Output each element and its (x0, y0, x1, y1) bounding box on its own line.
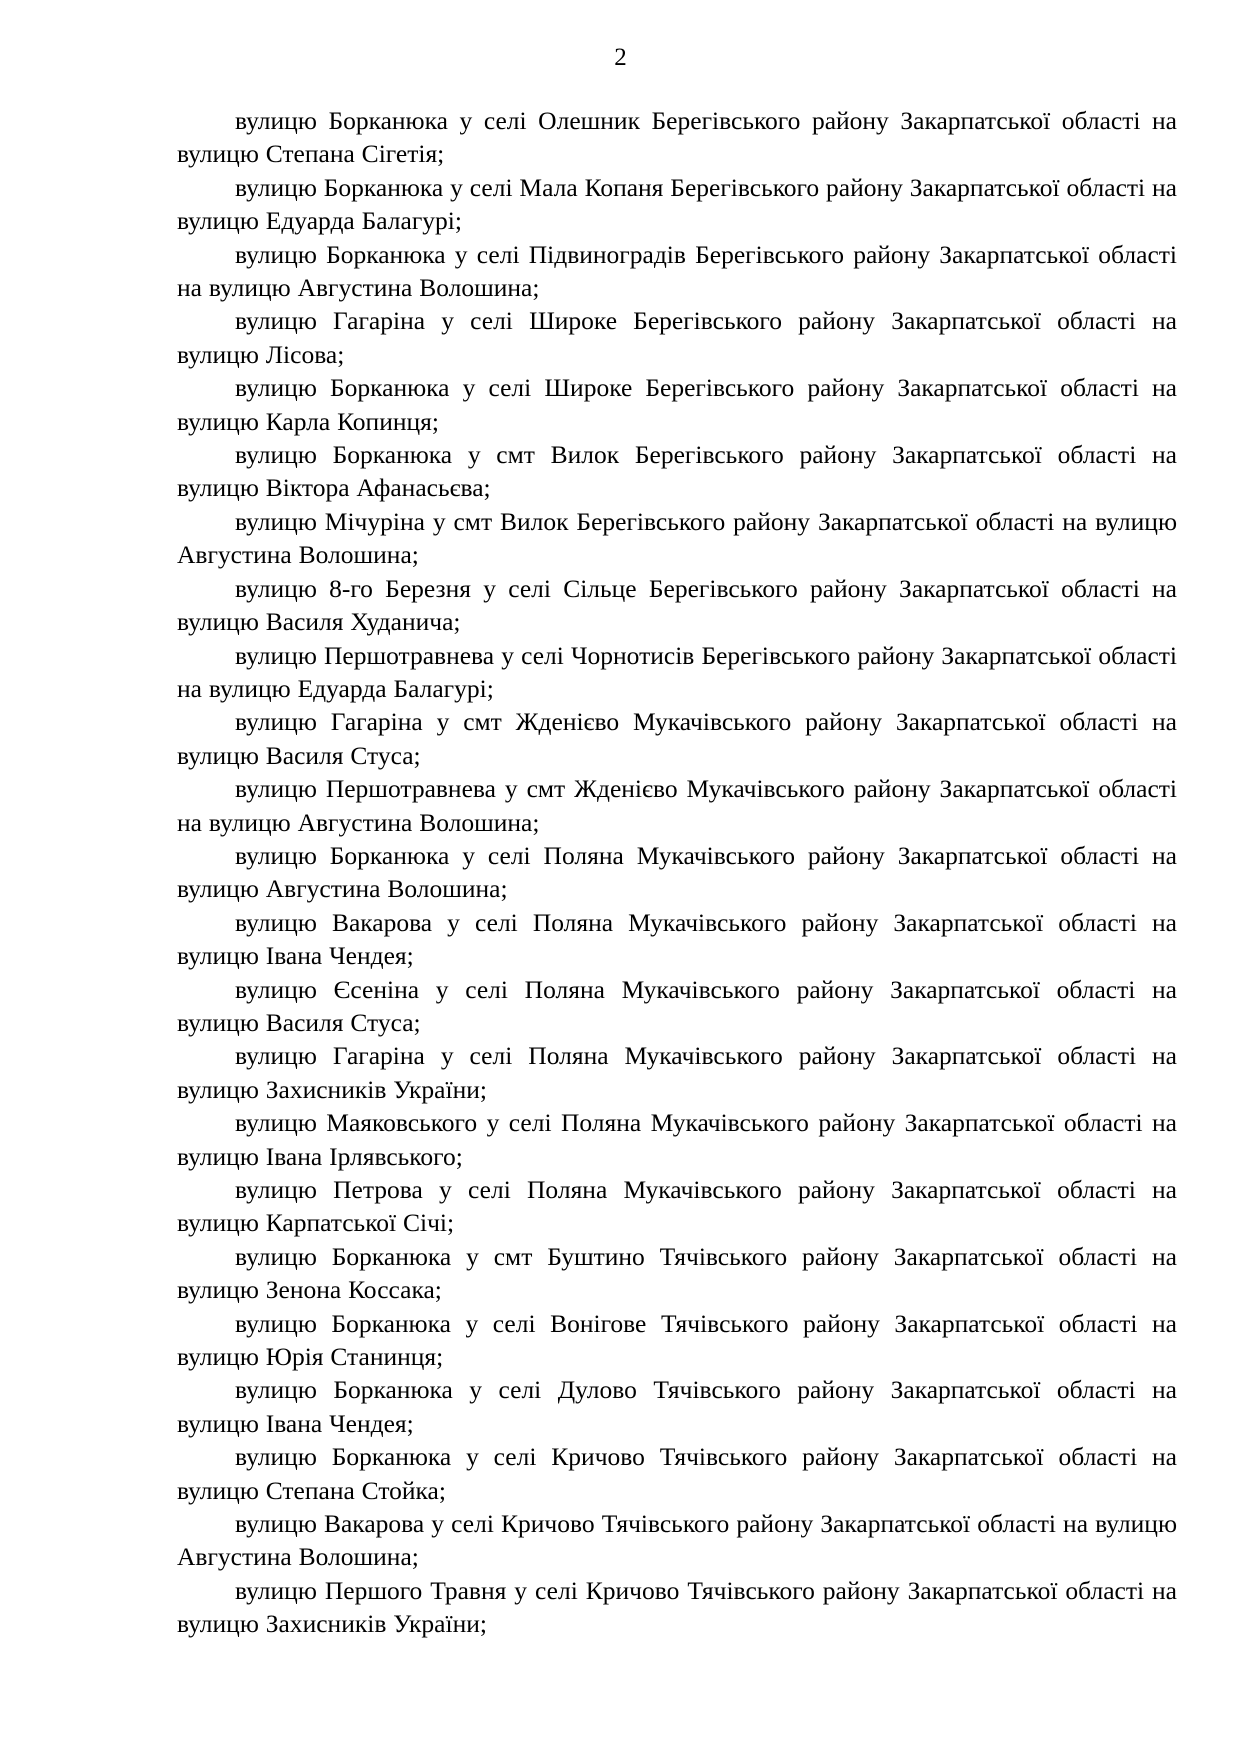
paragraph: вулицю Гагаріна у селі Широке Берегівського району Закарпатської області на вулицю Лісова; (177, 306, 1177, 369)
paragraph: вулицю Борканюка у селі Кричово Тячівського району Закарпатської області на вулицю Степана Стойка; (177, 1442, 1177, 1505)
paragraph: вулицю Першотравнева у селі Чорнотисів Берегівського району Закарпатської області на вулицю Едуарда Балагурі; (177, 640, 1177, 703)
paragraph: вулицю Борканюка у селі Підвиноградів Берегівського району Закарпатської області на вулицю Августина Волошина; (177, 239, 1177, 303)
paragraph: вулицю 8-го Березня у селі Сільце Берегівського району Закарпатської області на вулицю Василя Худанича; (177, 573, 1177, 637)
paragraph: вулицю Єсеніна у селі Поляна Мукачівського району Закарпатської області на вулицю Василя Стуса; (177, 974, 1177, 1037)
paragraph: вулицю Борканюка у селі Олешник Берегівського району Закарпатської області на вулицю Степана Сігетія; (177, 106, 1177, 169)
paragraph: вулицю Гагаріна у селі Поляна Мукачівського району Закарпатської області на вулицю Захисників України; (177, 1041, 1177, 1104)
paragraph: вулицю Маяковського у селі Поляна Мукачівського району Закарпатської області на вулицю Івана Ірлявського; (177, 1108, 1177, 1171)
paragraph: вулицю Гагаріна у смт Жденієво Мукачівського району Закарпатської області на вулицю Василя Стуса; (177, 707, 1177, 770)
paragraph: вулицю Борканюка у селі Мала Копаня Берегівського району Закарпатської області на вулицю Едуарда Балагурі; (177, 172, 1177, 236)
paragraph: вулицю Мічуріна у смт Вилок Берегівського району Закарпатської області на вулицю Августина Волошина; (177, 506, 1177, 570)
paragraph: вулицю Петрова у селі Поляна Мукачівського району Закарпатської області на вулицю Карпатської Січі; (177, 1175, 1177, 1238)
paragraph: вулицю Першого Травня у селі Кричово Тячівського району Закарпатської області на вулицю Захисників України; (177, 1575, 1177, 1639)
paragraph: вулицю Борканюка у селі Дулово Тячівського району Закарпатської області на вулицю Івана Чендея; (177, 1375, 1177, 1438)
paragraph: вулицю Першотравнева у смт Жденієво Мукачівського району Закарпатської області на вулицю Августина Волошина; (177, 774, 1177, 837)
paragraph: вулицю Борканюка у селі Поляна Мукачівського району Закарпатської області на вулицю Августина Волошина; (177, 840, 1177, 904)
paragraph: вулицю Вакарова у селі Поляна Мукачівського району Закарпатської області на вулицю Івана Чендея; (177, 907, 1177, 971)
paragraph: вулицю Борканюка у смт Вилок Берегівського району Закарпатської області на вулицю Віктора Афанасьєва; (177, 440, 1177, 503)
paragraph: вулицю Вакарова у селі Кричово Тячівського району Закарпатської області на вулицю Августина Волошина; (177, 1509, 1177, 1572)
paragraph: вулицю Борканюка у смт Буштино Тячівського району Закарпатської області на вулицю Зенона Коссака; (177, 1241, 1177, 1305)
page-number: 2 (614, 44, 627, 71)
paragraph: вулицю Борканюка у селі Вонігове Тячівського району Закарпатської області на вулицю Юрія Станинця; (177, 1308, 1177, 1372)
document-body (177, 104, 1177, 1641)
paragraph: вулицю Борканюка у селі Широке Берегівського району Закарпатської області на вулицю Карла Копинця; (177, 373, 1177, 436)
